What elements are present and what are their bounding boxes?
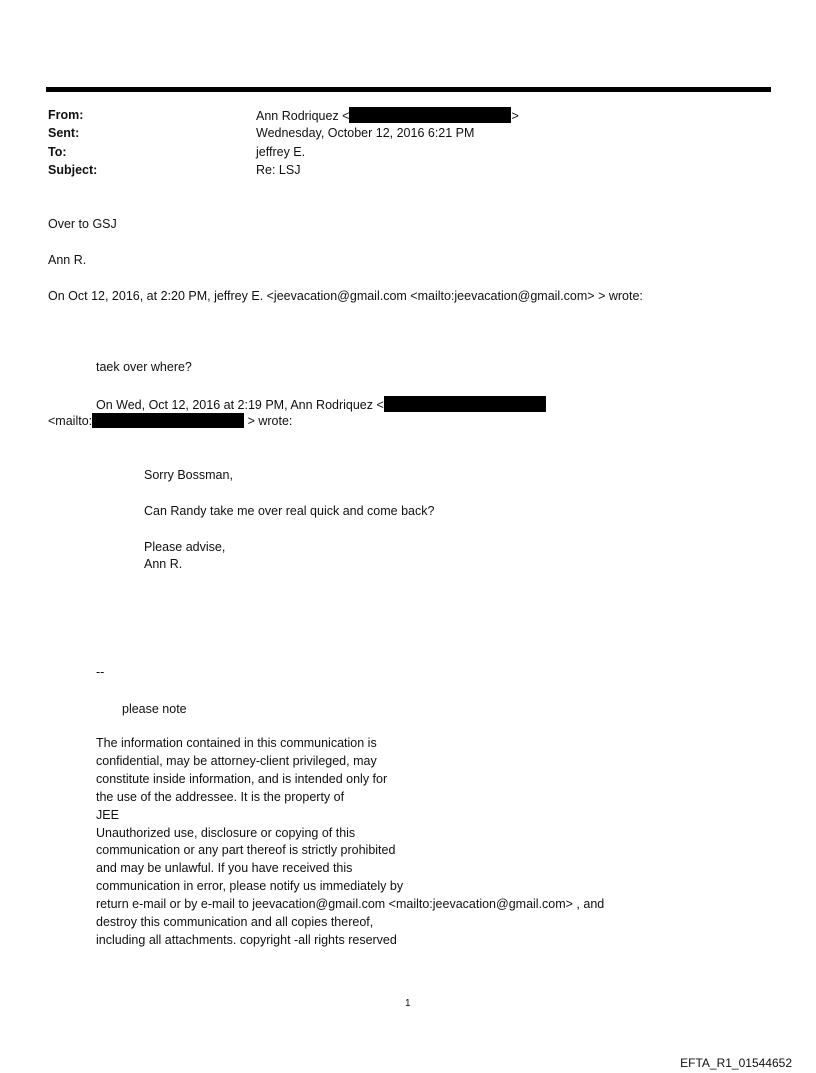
to-label: To:	[48, 145, 67, 159]
from-name: Ann Rodriquez <	[256, 109, 350, 123]
subject-value: Re: LSJ	[256, 163, 301, 177]
from-label: From:	[48, 108, 84, 122]
redaction-box	[384, 396, 546, 412]
disclaimer-line: including all attachments. copyright -all rights reserved	[96, 932, 397, 947]
document-id: EFTA_R1_01544652	[680, 1056, 792, 1070]
from-close: >	[511, 109, 519, 123]
header-rule	[46, 87, 771, 92]
disclaimer-line: Unauthorized use, disclosure or copying of this	[96, 825, 356, 840]
body-line-1: Over to GSJ	[48, 217, 117, 231]
question: Can Randy take me over real quick and come back?	[144, 504, 435, 518]
sent-label: Sent:	[48, 126, 80, 140]
quote2-intro-text: On Wed, Oct 12, 2016 at 2:19 PM, Ann Rodriquez <	[96, 398, 384, 412]
signature-separator: --	[96, 665, 105, 679]
disclaimer-line: destroy this communication and all copies thereof,	[96, 915, 374, 930]
disclaimer-line: and may be unlawful. If you have received this	[96, 861, 353, 876]
quote2-mailto-label: <mailto:	[48, 414, 93, 428]
disclaimer-line: communication or any part thereof is strictly prohibited	[96, 843, 396, 858]
from-value	[256, 107, 519, 125]
disclaimer-line: The information contained in this communication is	[96, 736, 377, 750]
disclaimer-line: the use of the addressee. It is the property of	[96, 789, 345, 804]
greeting: Sorry Bossman,	[144, 468, 233, 482]
disclaimer	[96, 735, 604, 950]
body-signature: Ann R.	[48, 253, 87, 267]
quote2-intro	[96, 396, 546, 414]
subject-label: Subject:	[48, 163, 98, 177]
disclaimer-line: JEE	[96, 807, 119, 822]
reply-text: taek over where?	[96, 360, 192, 374]
page-number: 1	[405, 998, 411, 1009]
quote2-wrote: > wrote:	[244, 414, 293, 428]
disclaimer-line: return e-mail or by e-mail to jeevacation@gmail.com <mailto:jeevacation@gmail.com> , and	[96, 897, 605, 912]
please-note: please note	[122, 702, 187, 716]
redaction-box	[92, 413, 244, 428]
disclaimer-line: constitute inside information, and is intended only for	[96, 771, 388, 786]
disclaimer-line: communication in error, please notify us immediately by	[96, 879, 404, 894]
disclaimer-line: confidential, may be attorney-client privileged, may	[96, 753, 377, 768]
to-value: jeffrey E.	[256, 145, 306, 159]
quote-intro: On Oct 12, 2016, at 2:20 PM, jeffrey E. <jeevacation@gmail.com <mailto:jeevacation@gmail.com> > wrote:	[48, 289, 643, 303]
quote2-mailto	[48, 413, 292, 430]
advise: Please advise,	[144, 540, 226, 554]
sent-value: Wednesday, October 12, 2016 6:21 PM	[256, 126, 475, 140]
redaction-box	[349, 107, 511, 123]
sign-off: Ann R.	[144, 557, 183, 571]
